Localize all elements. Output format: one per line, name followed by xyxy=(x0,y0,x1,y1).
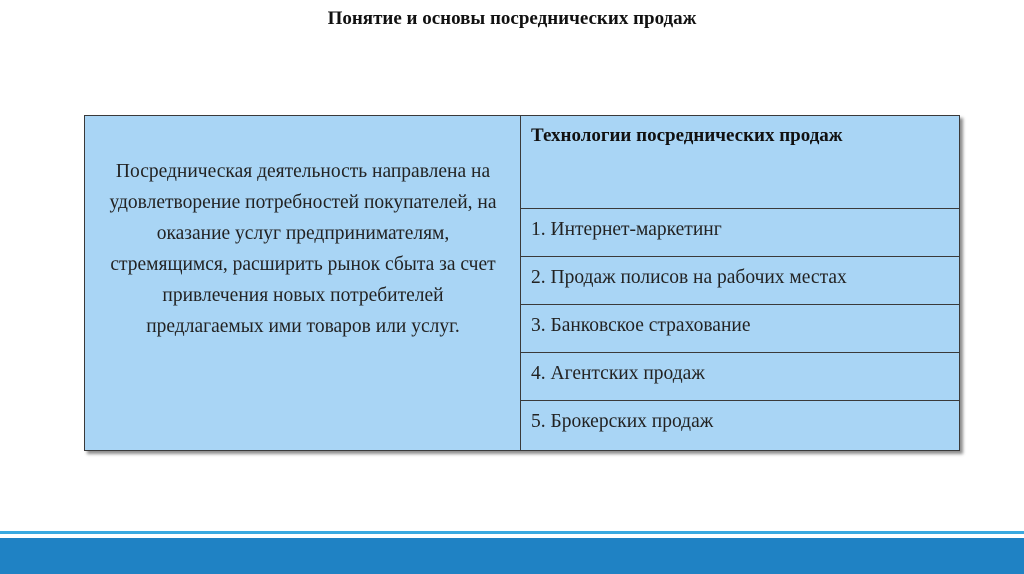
technology-label: 4. Агентских продаж xyxy=(531,363,705,384)
technology-label: 5. Брокерских продаж xyxy=(531,411,714,432)
technology-item xyxy=(521,353,959,401)
technologies-header-cell xyxy=(521,116,959,209)
technology-label: 2. Продаж полисов на рабочих местах xyxy=(531,267,847,288)
footer-bar xyxy=(0,538,1024,574)
technology-item xyxy=(521,305,959,353)
technology-label: 1. Интернет-маркетинг xyxy=(531,219,722,240)
technology-item xyxy=(521,209,959,257)
technology-item xyxy=(521,257,959,305)
technology-label: 3. Банковское страхование xyxy=(531,315,751,336)
slide-title: Понятие и основы посреднических продаж xyxy=(327,8,697,29)
technologies-list xyxy=(521,209,959,449)
definition-text: Посредническая деятельность направлена на удовлетворение потребностей покупателей, на оказание услуг предпринимателям, стремящимся, расширить рынок сбыта за счет привлечения новых потребителей предлагаемых ими товаров или услуг. xyxy=(109,161,497,337)
technologies-header: Технологии посреднических продаж xyxy=(531,125,843,146)
definition-cell xyxy=(85,116,521,450)
content-table xyxy=(84,115,960,451)
footer-accent-line xyxy=(0,531,1024,534)
technology-item xyxy=(521,401,959,449)
